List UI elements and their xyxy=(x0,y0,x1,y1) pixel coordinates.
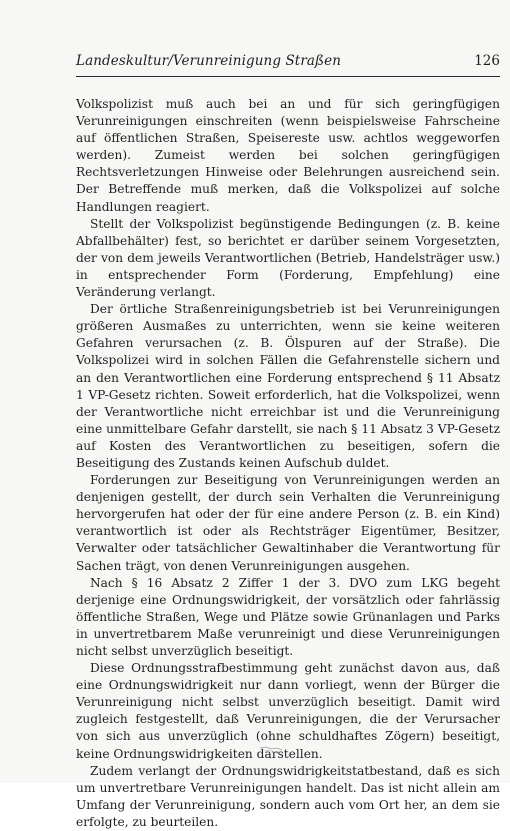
header-rule xyxy=(76,76,500,77)
scan-smudge xyxy=(258,742,284,756)
paragraph-4: Forderungen zur Beseitigung von Verunreinigungen werden an denjenigen gestellt, der durch sein Verhalten die Verunreinigung hervorgerufen hat oder der für eine andere Person (z. B. ein Kind) verantwortlich ist oder als Rechtsträger Eigentümer, Besitzer, Verwalter oder tatsächlicher Gewaltinhaber die Verantwortung für Sachen trägt, von denen Verunreinigungen ausgehen. xyxy=(76,473,500,573)
running-header xyxy=(76,53,500,77)
paragraph-2: Stellt der Volkspolizist begünstigende Bedingungen (z. B. keine Abfallbehälter) fest, so berichtet er darüber seinem Vorgesetzten, der von dem jeweils Verantwortlichen (Betrieb, Handelsträger usw.) in entsprechender Form (Forderung, Empfehlung) eine Veränderung verlangt. xyxy=(76,216,500,300)
paragraph-7: Zudem verlangt der Ordnungswidrigkeitstatbestand, daß es sich um unvertretbare Verunreinigungen handelt. Das ist nicht allein am Umfang der Verunreinigung, sondern auch vom Ort her, an dem sie erfolgte, zu beurteilen. xyxy=(76,763,500,829)
paragraph-6: Diese Ordnungsstrafbestimmung geht zunächst davon aus, daß eine Ordnungswidrigkeit nur dann vorliegt, wenn der Bürger die Verunreinigung nicht selbst unverzüglich beseitigt. Damit wird zugleich festgestellt, daß Verunreinigungen, die der Verursacher von sich aus unverzüglich (ohne schuldhaftes Zögern) beseitigt, keine Ordnungswidrigkeiten darstellen. xyxy=(76,661,500,761)
paragraph-3: Der örtliche Straßenreinigungsbetrieb ist bei Verunreinigungen größeren Ausmaßes zu unterrichten, wenn sie keine weiteren Gefahren verursachen (z. B. Ölspuren auf der Straße). Die Volkspolizei wird in solchen Fällen die Gefahrenstelle sichern und an den Verantwortlichen eine Forderung entsprechend § 11 Absatz 1 VP-Gesetz richten. Soweit erforderlich, hat die Volkspolizei, wenn der Verantwortliche nicht erreichbar ist und die Verunreinigung eine unmittelbare Gefahr darstellt, sie nach § 11 Absatz 3 VP-Gesetz auf Kosten des Verantwortlichen zu beseitigen, sofern die Beseitigung des Zustands keinen Aufschub duldet. xyxy=(76,302,500,470)
paragraph-5: Nach § 16 Absatz 2 Ziffer 1 der 3. DVO zum LKG begeht derjenige eine Ordnungswidrigkeit, der vorsätzlich oder fahrlässig öffentliche Straßen, Wege und Plätze sowie Grünanlagen und Parks in unvertretbarem Maße verunreinigt und diese Verunreinigungen nicht selbst unverzüglich beseitigt. xyxy=(76,575,500,658)
paragraph-1: Volkspolizist muß auch bei an und für sich geringfügigen Verunreinigungen einschreiten (wenn beispielsweise Fahrscheine auf öffentlichen Straßen, Speisereste usw. achtlos weggeworfen werden). Zumeist werden bei solchen geringfügigen Rechtsverletzungen Hinweise oder Belehrungen ausreichend sein. Der Betreffende muß merken, daß die Volkspolizei auf solche Handlungen reagiert. xyxy=(76,97,500,214)
running-header-title: Landeskultur/Verunreinigung Straßen xyxy=(76,53,342,69)
page-number: 126 xyxy=(474,53,500,69)
body-text xyxy=(76,96,500,831)
